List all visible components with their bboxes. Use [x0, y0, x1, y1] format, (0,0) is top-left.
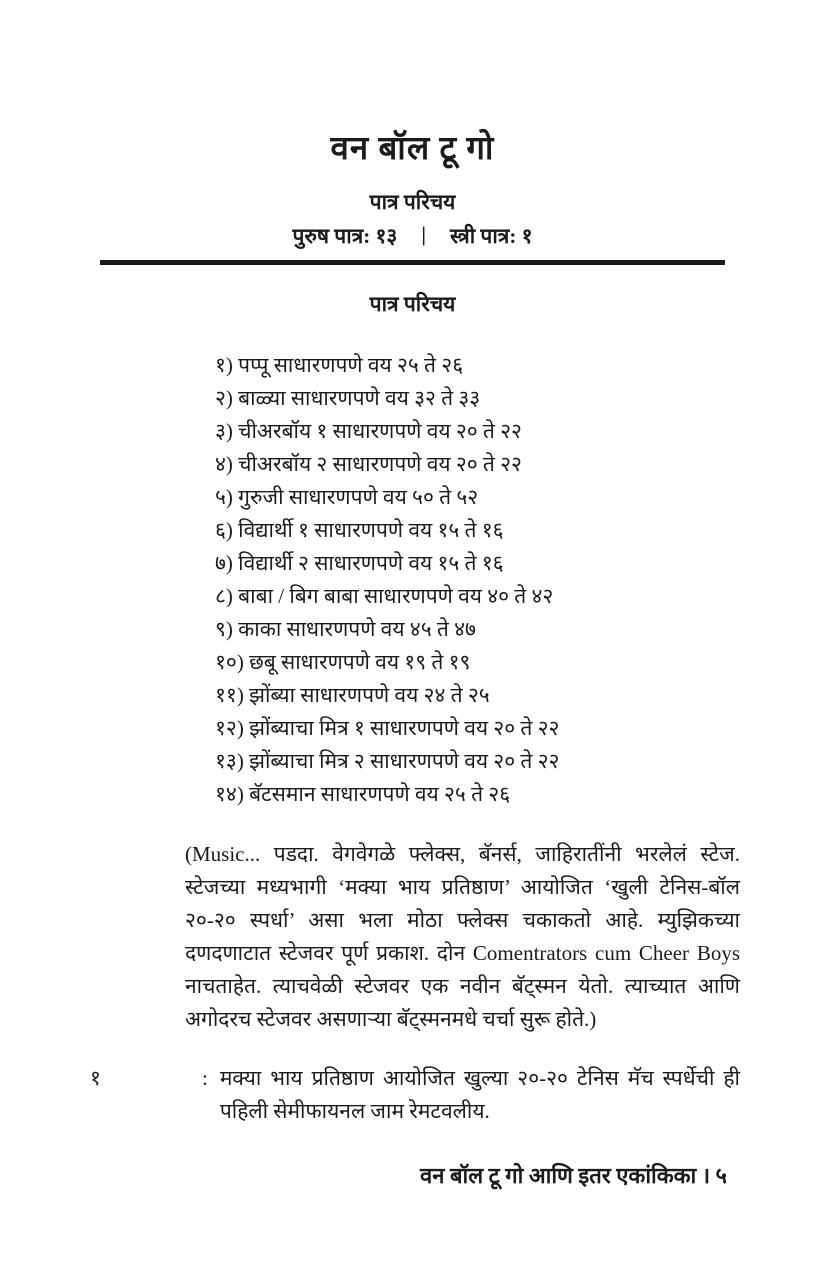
divider-rule — [100, 260, 725, 265]
cast-list-item: ४) चीअरबॉय २ साधारणपणे वय २० ते २२ — [215, 452, 522, 476]
male-cast-count: पुरुष पात्र: १३ — [292, 224, 398, 248]
cast-list-item: १०) छबू साधारणपणे वय १९ ते १९ — [215, 650, 471, 674]
cast-count-line — [0, 222, 825, 250]
cast-list — [215, 349, 740, 811]
cast-list-item: ७) विद्यार्थी २ साधारणपणे वय १५ ते १६ — [215, 551, 504, 575]
cast-list-item: ३) चीअरबॉय १ साधारणपणे वय २० ते २२ — [215, 419, 522, 443]
cast-section-heading: पात्र परिचय — [369, 292, 456, 316]
dialogue-speaker-number: १ — [90, 1066, 101, 1090]
cast-list-item: १३) झोंब्याचा मित्र २ साधारणपणे वय २० ते २२ — [215, 749, 560, 773]
cast-intro-subtitle: पात्र परिचय — [369, 190, 456, 214]
cast-list-item: ६) विद्यार्थी १ साधारणपणे वय १५ ते १६ — [215, 518, 504, 542]
cast-count-separator: | — [421, 222, 426, 246]
play-title: वन बॉल टू गो — [330, 131, 495, 167]
female-cast-count: स्त्री पात्र: १ — [449, 224, 533, 248]
cast-list-item: ९) काका साधारणपणे वय ४५ ते ४७ — [215, 617, 476, 641]
cast-list-item: ८) बाबा / बिग बाबा साधारणपणे वय ४० ते ४२ — [215, 584, 554, 608]
page-footer: वन बॉल टू गो आणि इतर एकांकिका । ५ — [420, 1163, 727, 1188]
cast-list-item: १) पप्पू साधारणपणे वय २५ ते २६ — [215, 353, 464, 377]
dialogue-row — [90, 1062, 740, 1128]
cast-list-item: २) बाळ्या साधारणपणे वय ३२ ते ३३ — [215, 386, 481, 410]
cast-list-item: १४) बॅटसमान साधारणपणे वय २५ ते २६ — [215, 782, 511, 806]
cast-list-item: ११) झोंब्या साधारणपणे वय २४ ते २५ — [215, 683, 490, 707]
cast-list-item: १२) झोंब्याचा मित्र १ साधारणपणे वय २० ते २२ — [215, 716, 560, 740]
dialogue-colon: : — [202, 1066, 208, 1090]
cast-list-item: ५) गुरुजी साधारणपणे वय ५० ते ५२ — [215, 485, 479, 509]
dialogue-text: मक्या भाय प्रतिष्ठाण आयोजित खुल्या २०-२० टेनिस मॅच स्पर्धेची ही पहिली सेमीफायनल जाम रेमटवलीय. — [219, 1066, 740, 1123]
stage-directions: (Music... पडदा. वेगवेगळे फ्लेक्स, बॅनर्स, जाहिरातींनी भरलेलं स्टेज. स्टेजच्या मध्यभागी ‘मक्या भाय प्रतिष्ठाण’ आयोजित ‘खुली टेनिस-बॉल २०-२० स्पर्धा’ असा भला मोठा फ्लेक्स चकाकतो आहे. म्युझिकच्या दणदणाटात स्टेजवर पूर्ण प्रकाश. दोन Comentrators cum Cheer Boys नाचताहेत. त्याचवेळी स्टेजवर एक नवीन बॅट्स्मन येतो. त्याच्यात आणि अगोदरच स्टेजवर असणाऱ्या बॅट्स्मनमधे चर्चा सुरू होते.) — [185, 842, 740, 1031]
